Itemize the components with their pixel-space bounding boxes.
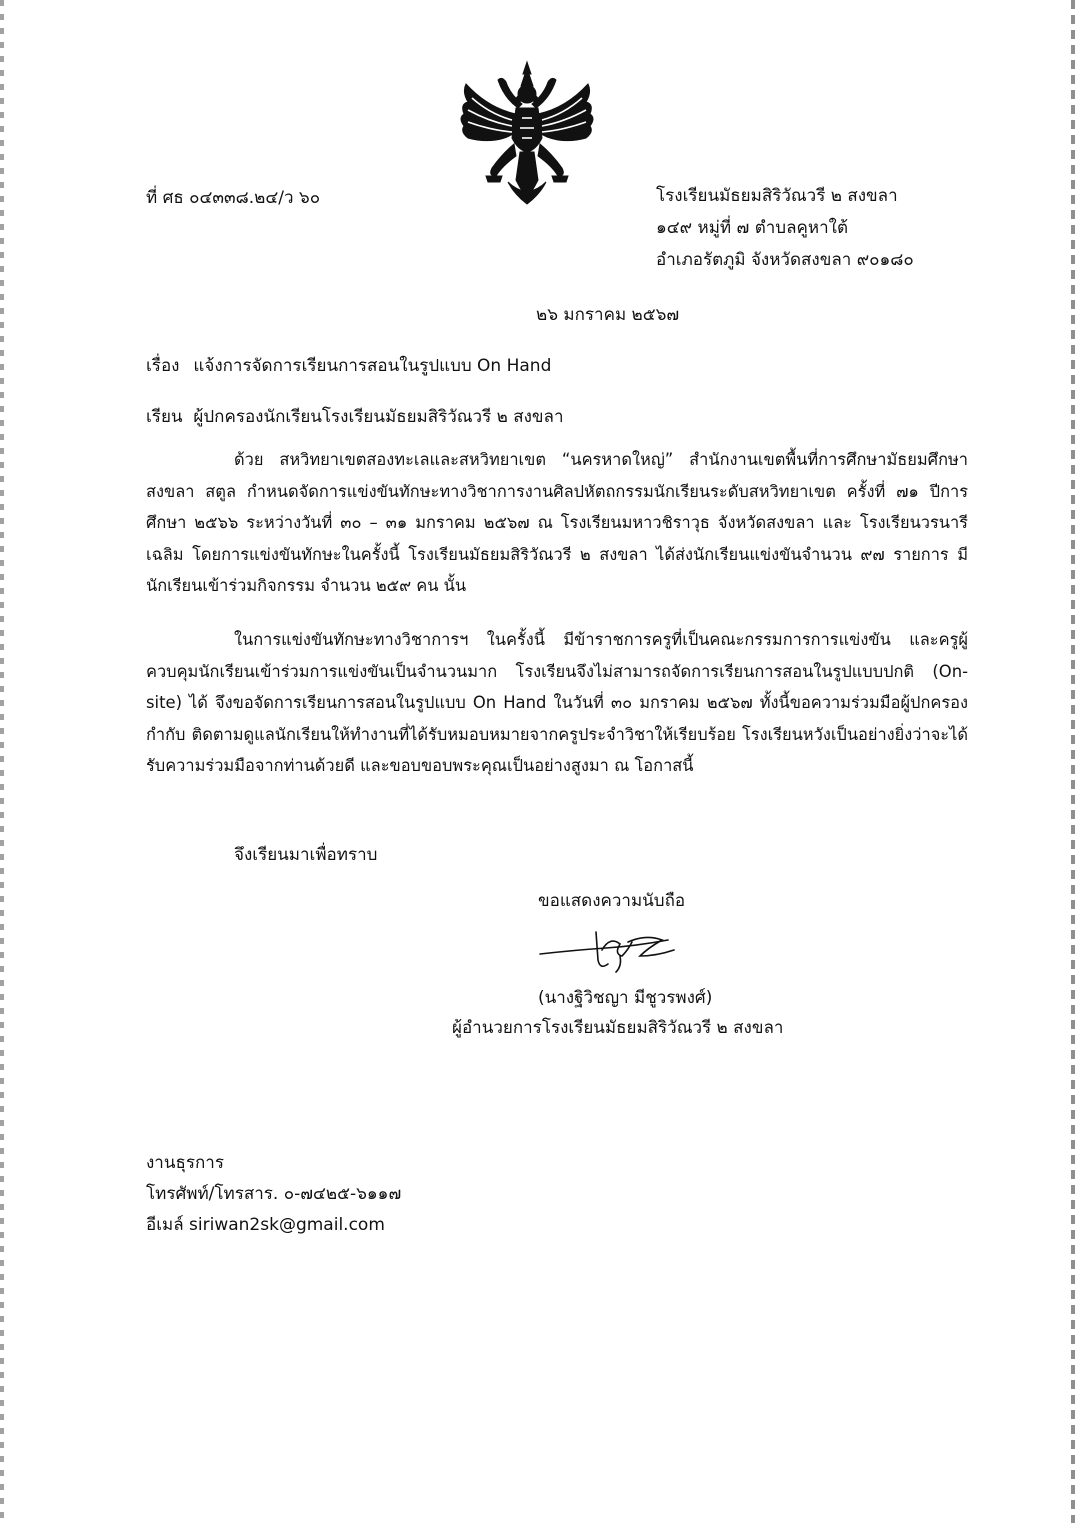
regards-line: ขอแสดงความนับถือ <box>538 891 686 911</box>
recipient-label: เรียน <box>146 407 183 427</box>
scan-edge-left <box>0 0 4 1523</box>
signer-name: (นางฐิวิชญา มีชูวรพงศ์) <box>538 988 713 1008</box>
school-name: โรงเรียนมัธยมสิริวัณวรี ๒ สงขลา <box>656 186 898 206</box>
recipient-text: ผู้ปกครองนักเรียนโรงเรียนมัธยมสิริวัณวรี ๒ สงขลา <box>193 407 564 427</box>
body-paragraph-2: ในการแข่งขันทักษะทางวิชาการฯ ในครั้งนี้ มีข้าราชการครูที่เป็นคณะกรรมการการแข่งขัน และครูผู้ควบคุมนักเรียนเข้าร่วมการแข่งขันเป็นจำนวนมาก โรงเรียนจึงไม่สามารถจัดการเรียนการสอนในรูปแบบปกติ (On-site) ได้ จึงขอจัดการเรียนการสอนในรูปแบบ On Hand ในวันที่ ๓๐ มกราคม ๒๕๖๗ ทั้งนี้ขอความร่วมมือผู้ปกครอง กำกับ ติดตามดูแลนักเรียนให้ทำงานที่ได้รับหมอบหมายจากครูประจำวิชาให้เรียบร้อย โรงเรียนหวังเป็นอย่างยิ่งว่าจะได้รับความร่วมมือจากท่านด้วยดี และขอบขอบพระคุณเป็นอย่างสูงมา ณ โอกาสนี้ <box>146 630 968 776</box>
letter-date: ๒๖ มกราคม ๒๕๖๗ <box>536 305 680 325</box>
closing-line: จึงเรียนมาเพื่อทราบ <box>234 845 378 865</box>
body-paragraph-1: ด้วย สหวิทยาเขตสองทะเลและสหวิทยาเขต “นครหาดใหญ่” สำนักงานเขตพื้นที่การศึกษามัธยมศึกษาสงขลา สตูล กำหนดจัดการแข่งขันทักษะทางวิชาการงานศิลปหัตถกรรมนักเรียนระดับสหวิทยาเขต ครั้งที่ ๗๑ ปีการศึกษา ๒๕๖๖ ระหว่างวันที่ ๓๐ – ๓๑ มกราคม ๒๕๖๗ ณ โรงเรียนมหาวชิราวุธ จังหวัดสงขลา และ โรงเรียนวรนารีเฉลิม โดยการแข่งขันทักษะในครั้งนี้ โรงเรียนมัธยมสิริวัณวรี ๒ สงขลา ได้ส่งนักเรียนแข่งขันจำนวน ๙๗ รายการ มีนักเรียนเข้าร่วมกิจกรรม จำนวน ๒๕๙ คน นั้น <box>146 450 968 596</box>
subject-label: เรื่อง <box>146 356 180 376</box>
subject-line <box>146 353 551 379</box>
subject-text: แจ้งการจัดการเรียนการสอนในรูปแบบ On Hand <box>193 356 552 376</box>
footer-email: อีเมล์ siriwan2sk@gmail.com <box>146 1215 385 1235</box>
footer-department: งานธุรการ <box>146 1153 224 1173</box>
garuda-emblem-icon <box>452 58 602 208</box>
school-address-line-1: ๑๔๙ หมู่ที่ ๗ ตำบลคูหาใต้ <box>656 218 848 238</box>
school-address-line-2: อำเภอรัตภูมิ จังหวัดสงขลา ๙๐๑๘๐ <box>656 250 914 270</box>
recipient-line <box>146 404 564 430</box>
footer-phone: โทรศัพท์/โทรสาร. ๐-๗๔๒๕-๖๑๑๗ <box>146 1184 402 1204</box>
handwritten-signature-icon <box>536 920 686 982</box>
signer-position: ผู้อำนวยการโรงเรียนมัธยมสิริวัณวรี ๒ สงขลา <box>452 1018 784 1038</box>
reference-number: ที่ ศธ ๐๔๓๓๘.๒๔/ว ๖๐ <box>146 188 321 208</box>
scan-edge-right <box>1071 0 1075 1523</box>
school-address <box>656 180 914 276</box>
footer-contact <box>146 1148 401 1241</box>
